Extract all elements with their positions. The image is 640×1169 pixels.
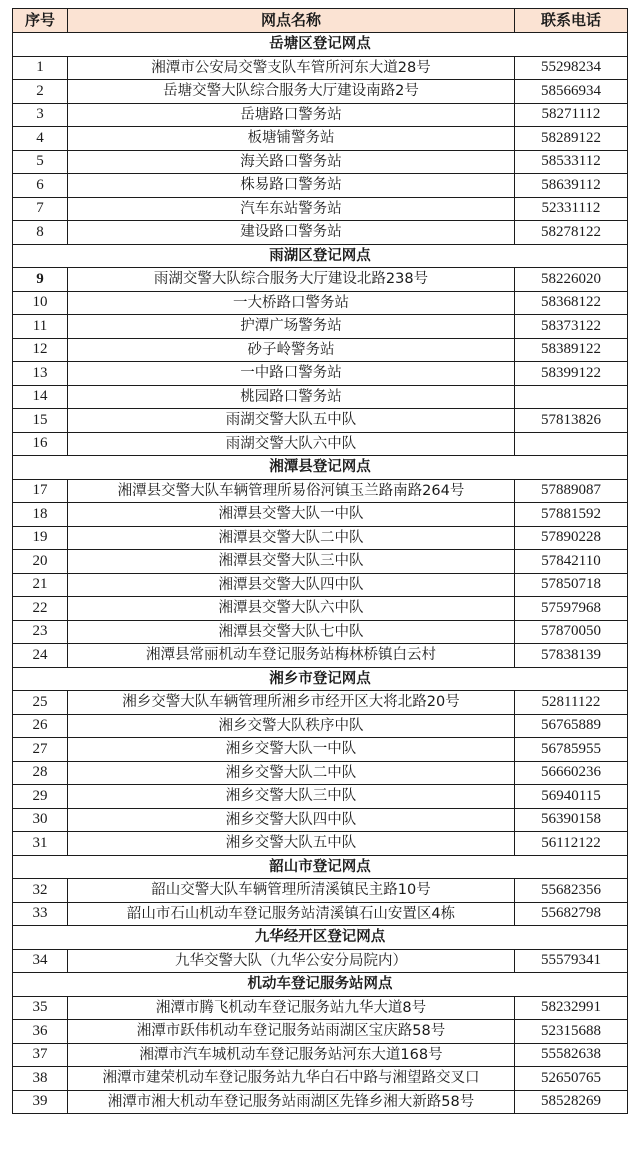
row-number: 26 [13,714,68,738]
section-title: 湘乡市登记网点 [13,667,628,691]
station-name: 湘潭县交警大队四中队 [68,573,515,597]
contact-phone: 58226020 [515,268,628,292]
contact-phone: 58278122 [515,221,628,245]
table-row [13,385,628,409]
section-header-row [13,33,628,57]
station-name: 湘潭市跃伟机动车登记服务站雨湖区宝庆路58号 [68,1020,515,1044]
row-number: 2 [13,80,68,104]
table-row [13,761,628,785]
table-row [13,291,628,315]
table-row [13,644,628,668]
row-number: 19 [13,526,68,550]
station-name: 湘乡交警大队车辆管理所湘乡市经开区大将北路20号 [68,691,515,715]
table-row [13,902,628,926]
section-header-row [13,244,628,268]
section-title: 机动车登记服务站网点 [13,973,628,997]
section-header-row [13,855,628,879]
table-header [13,9,628,33]
contact-phone: 56940115 [515,785,628,809]
row-number: 25 [13,691,68,715]
contact-phone: 56390158 [515,808,628,832]
contact-phone: 55682798 [515,902,628,926]
contact-phone: 55579341 [515,949,628,973]
row-number: 8 [13,221,68,245]
section-title: 韶山市登记网点 [13,855,628,879]
row-number: 5 [13,150,68,174]
row-number: 39 [13,1090,68,1114]
row-number: 10 [13,291,68,315]
table-row [13,56,628,80]
table-row [13,526,628,550]
table-row [13,150,628,174]
station-name: 护潭广场警务站 [68,315,515,339]
station-name: 湘乡交警大队秩序中队 [68,714,515,738]
row-number: 27 [13,738,68,762]
column-header-name: 网点名称 [68,9,515,33]
station-name: 湘潭县交警大队车辆管理所易俗河镇玉兰路南路264号 [68,479,515,503]
row-number: 29 [13,785,68,809]
station-name: 湘乡交警大队三中队 [68,785,515,809]
contact-phone: 57890228 [515,526,628,550]
station-name: 湘潭县常丽机动车登记服务站梅林桥镇白云村 [68,644,515,668]
contact-phone: 57813826 [515,409,628,433]
contact-phone: 58528269 [515,1090,628,1114]
table-row [13,785,628,809]
row-number: 3 [13,103,68,127]
table-row [13,1067,628,1091]
section-title: 雨湖区登记网点 [13,244,628,268]
row-number: 38 [13,1067,68,1091]
table-row [13,949,628,973]
row-number: 20 [13,550,68,574]
station-name: 湘潭市建荣机动车登记服务站九华白石中路与湘望路交叉口 [68,1067,515,1091]
contact-phone: 56112122 [515,832,628,856]
table-row [13,362,628,386]
contact-phone: 56785955 [515,738,628,762]
station-name: 一中路口警务站 [68,362,515,386]
station-name: 湘潭县交警大队二中队 [68,526,515,550]
section-header-row [13,926,628,950]
contact-phone [515,385,628,409]
row-number: 6 [13,174,68,198]
contact-phone: 58566934 [515,80,628,104]
header-row [13,9,628,33]
table-row [13,1020,628,1044]
contact-phone: 56765889 [515,714,628,738]
contact-phone: 58289122 [515,127,628,151]
table-row [13,80,628,104]
row-number: 22 [13,597,68,621]
table-row [13,832,628,856]
table-row [13,1090,628,1114]
row-number: 11 [13,315,68,339]
contact-phone: 57850718 [515,573,628,597]
row-number: 30 [13,808,68,832]
table-row [13,315,628,339]
section-title: 岳塘区登记网点 [13,33,628,57]
station-name: 湘潭市湘大机动车登记服务站雨湖区先锋乡湘大新路58号 [68,1090,515,1114]
contact-phone: 57597968 [515,597,628,621]
table-row [13,808,628,832]
row-number: 34 [13,949,68,973]
station-name: 韶山交警大队车辆管理所清溪镇民主路10号 [68,879,515,903]
row-number: 1 [13,56,68,80]
station-name: 湘乡交警大队一中队 [68,738,515,762]
station-name: 株易路口警务站 [68,174,515,198]
table-row [13,573,628,597]
row-number: 36 [13,1020,68,1044]
contact-phone: 55682356 [515,879,628,903]
row-number: 16 [13,432,68,456]
row-number: 32 [13,879,68,903]
table-row [13,127,628,151]
table-row [13,1043,628,1067]
row-number: 24 [13,644,68,668]
section-title: 湘潭县登记网点 [13,456,628,480]
contact-phone: 58271112 [515,103,628,127]
station-name: 湘乡交警大队五中队 [68,832,515,856]
table-row [13,620,628,644]
station-name: 岳塘交警大队综合服务大厅建设南路2号 [68,80,515,104]
table-row [13,714,628,738]
contact-phone: 57842110 [515,550,628,574]
row-number: 28 [13,761,68,785]
station-name: 雨湖交警大队综合服务大厅建设北路238号 [68,268,515,292]
row-number: 33 [13,902,68,926]
column-header-phone: 联系电话 [515,9,628,33]
section-title: 九华经开区登记网点 [13,926,628,950]
table-row [13,432,628,456]
table-row [13,221,628,245]
contact-phone: 58399122 [515,362,628,386]
table-row [13,996,628,1020]
row-number: 4 [13,127,68,151]
contact-phone: 58373122 [515,315,628,339]
table-row [13,879,628,903]
table-row [13,268,628,292]
contact-phone: 55582638 [515,1043,628,1067]
table-row [13,174,628,198]
station-name: 岳塘路口警务站 [68,103,515,127]
section-header-row [13,667,628,691]
contact-phone: 57889087 [515,479,628,503]
station-name: 汽车东站警务站 [68,197,515,221]
section-header-row [13,973,628,997]
table-row [13,197,628,221]
contact-phone: 52811122 [515,691,628,715]
table-row [13,503,628,527]
station-name: 雨湖交警大队六中队 [68,432,515,456]
row-number: 17 [13,479,68,503]
row-number: 18 [13,503,68,527]
station-name: 板塘铺警务站 [68,127,515,151]
table-row [13,479,628,503]
registration-points-table [12,8,628,1114]
station-name: 湘潭县交警大队一中队 [68,503,515,527]
row-number: 23 [13,620,68,644]
station-name: 湘潭县交警大队七中队 [68,620,515,644]
table-row [13,738,628,762]
row-number: 12 [13,338,68,362]
station-name: 砂子岭警务站 [68,338,515,362]
contact-phone: 58232991 [515,996,628,1020]
row-number: 15 [13,409,68,433]
station-name: 桃园路口警务站 [68,385,515,409]
station-name: 雨湖交警大队五中队 [68,409,515,433]
section-header-row [13,456,628,480]
contact-phone: 55298234 [515,56,628,80]
contact-phone: 57881592 [515,503,628,527]
row-number: 21 [13,573,68,597]
station-name: 湘潭市汽车城机动车登记服务站河东大道168号 [68,1043,515,1067]
station-name: 湘潭市腾飞机动车登记服务站九华大道8号 [68,996,515,1020]
contact-phone: 58389122 [515,338,628,362]
row-number: 13 [13,362,68,386]
row-number: 35 [13,996,68,1020]
contact-phone: 58368122 [515,291,628,315]
station-name: 建设路口警务站 [68,221,515,245]
contact-phone: 52315688 [515,1020,628,1044]
station-name: 海关路口警务站 [68,150,515,174]
table-body [13,33,628,1114]
contact-phone: 58639112 [515,174,628,198]
row-number: 7 [13,197,68,221]
table-row [13,597,628,621]
station-name: 湘乡交警大队四中队 [68,808,515,832]
table-row [13,550,628,574]
table-row [13,691,628,715]
contact-phone: 57870050 [515,620,628,644]
station-name: 湘潭县交警大队六中队 [68,597,515,621]
contact-phone: 52331112 [515,197,628,221]
station-name: 九华交警大队（九华公安分局院内） [68,949,515,973]
station-name: 湘潭市公安局交警支队车管所河东大道28号 [68,56,515,80]
row-number: 9 [13,268,68,292]
column-header-no: 序号 [13,9,68,33]
table-row [13,338,628,362]
station-name: 韶山市石山机动车登记服务站清溪镇石山安置区4栋 [68,902,515,926]
table-row [13,409,628,433]
station-name: 湘潭县交警大队三中队 [68,550,515,574]
contact-phone [515,432,628,456]
contact-phone: 56660236 [515,761,628,785]
row-number: 14 [13,385,68,409]
contact-phone: 58533112 [515,150,628,174]
row-number: 37 [13,1043,68,1067]
row-number: 31 [13,832,68,856]
contact-phone: 57838139 [515,644,628,668]
contact-phone: 52650765 [515,1067,628,1091]
station-name: 湘乡交警大队二中队 [68,761,515,785]
table-row [13,103,628,127]
station-name: 一大桥路口警务站 [68,291,515,315]
